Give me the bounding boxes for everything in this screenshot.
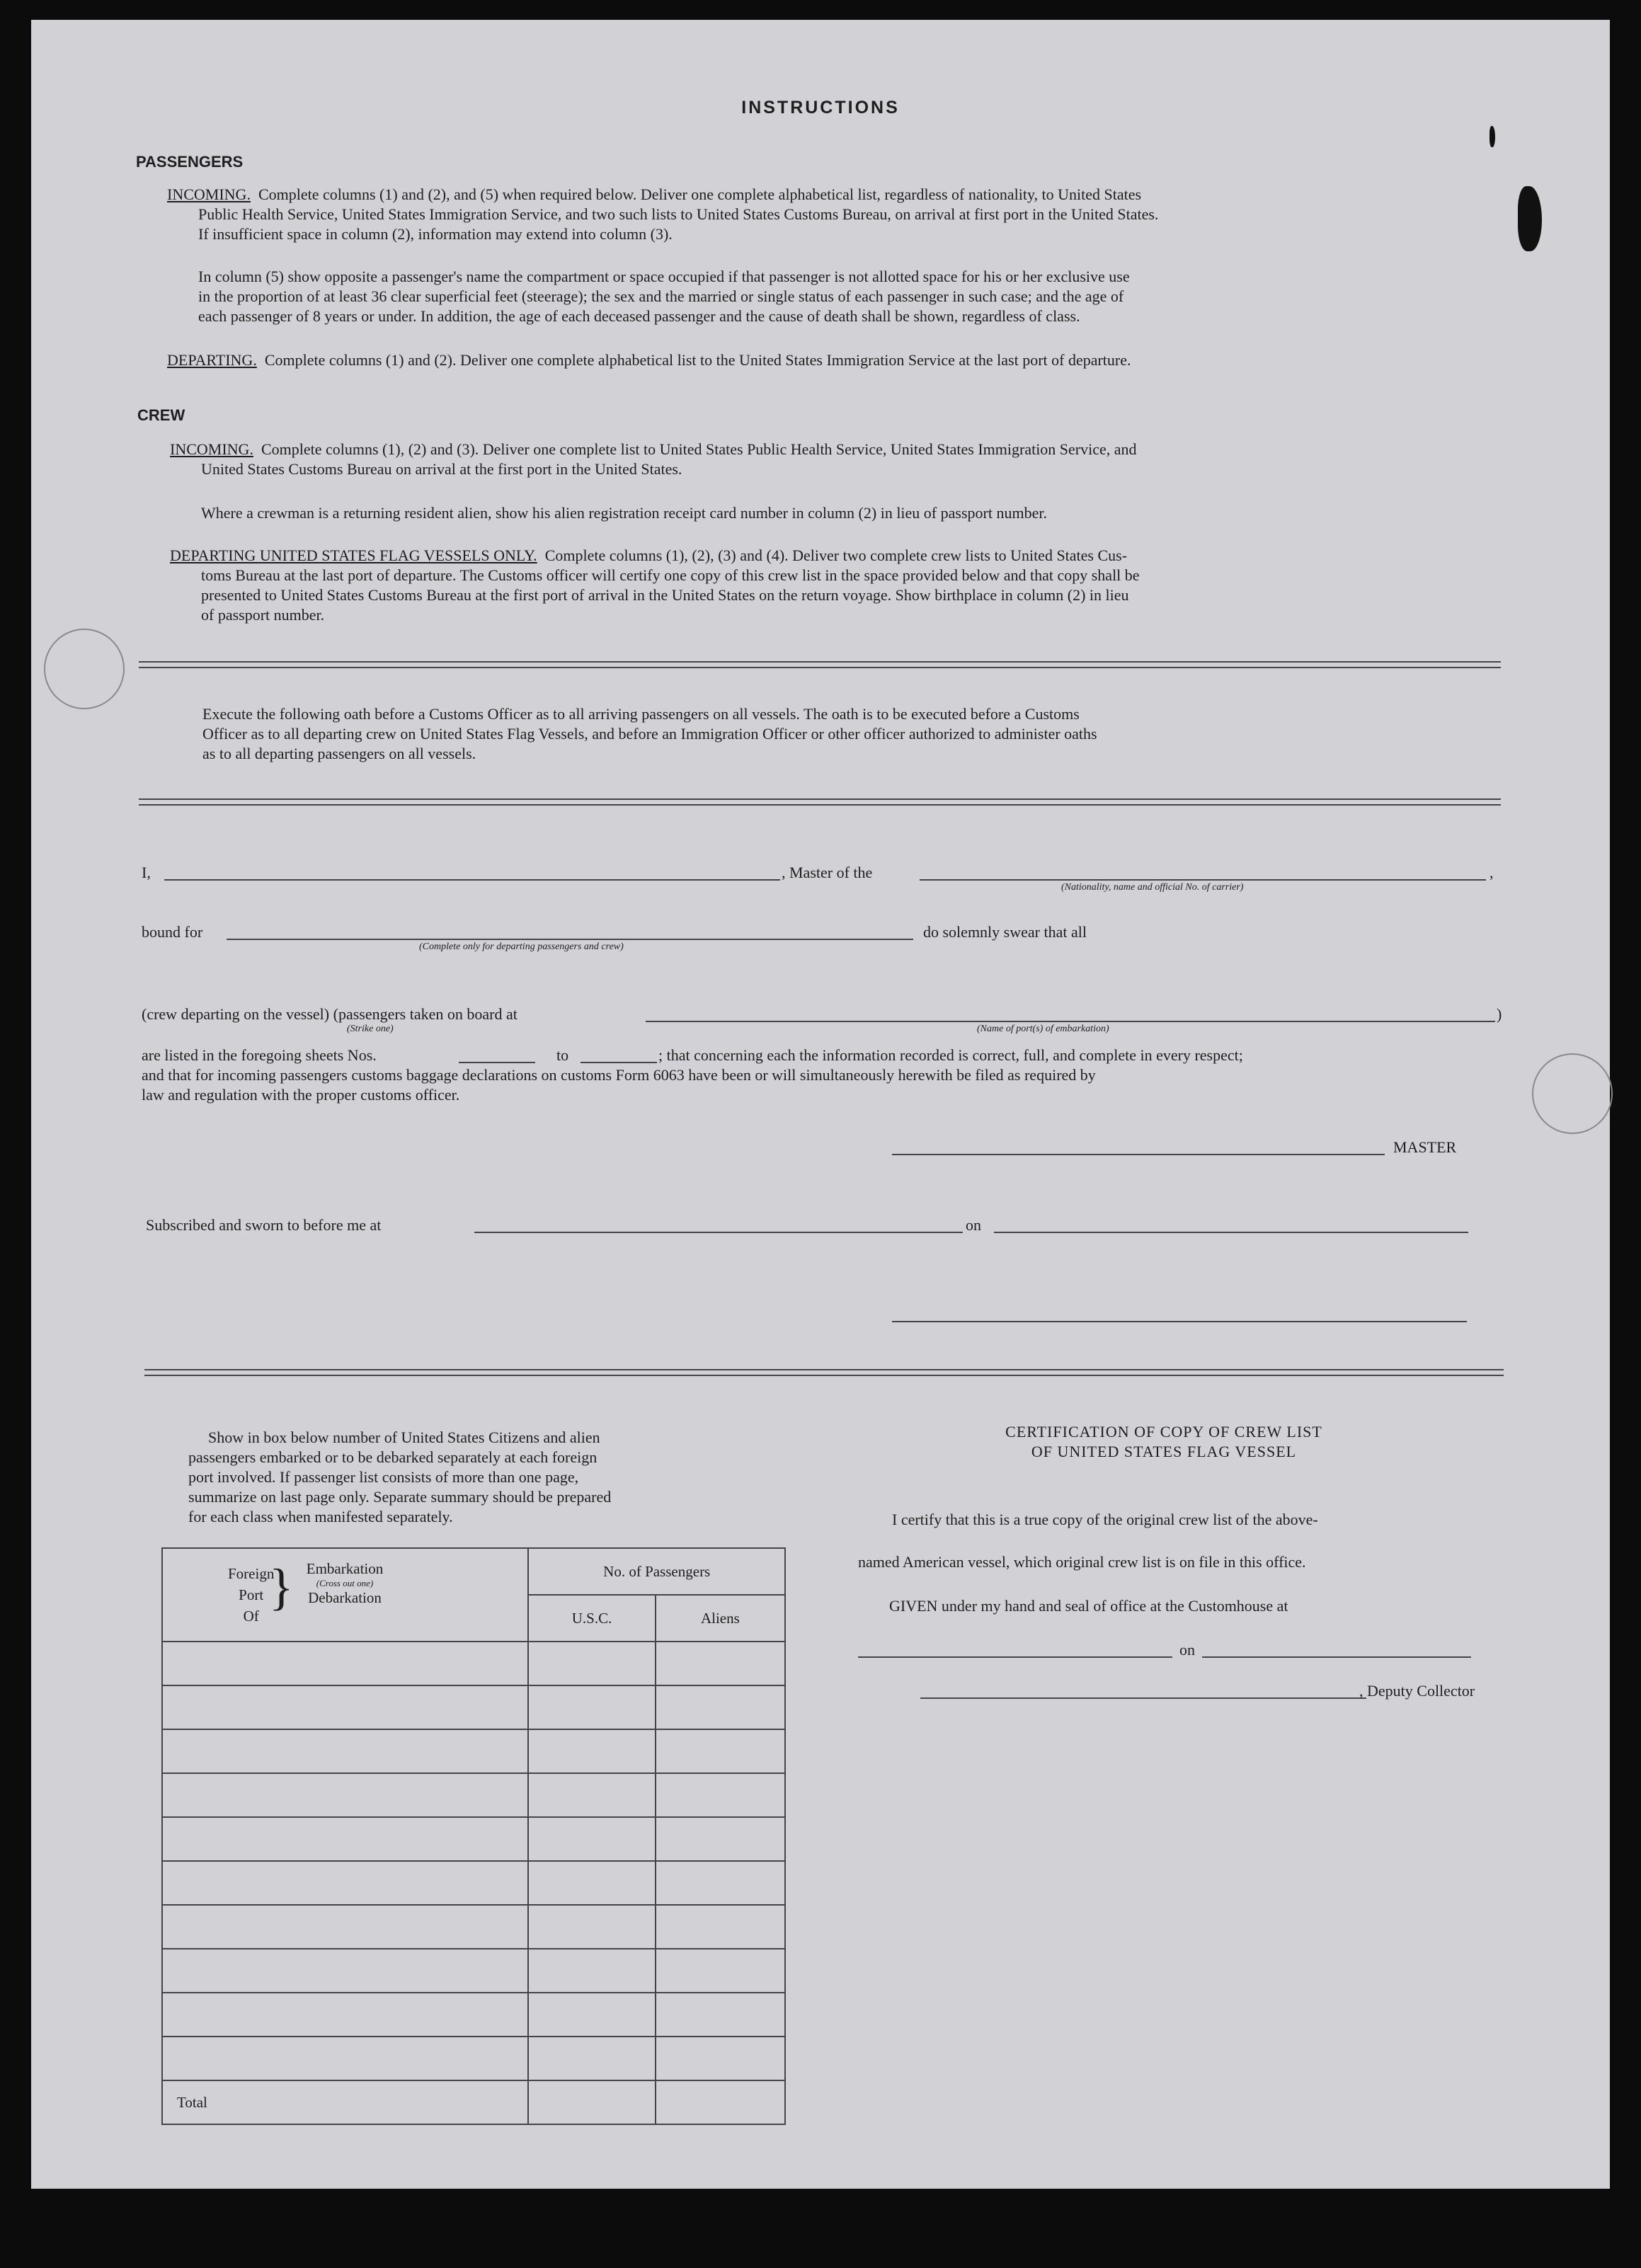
sheet-to-field[interactable] [581,1062,657,1063]
instructions-title: INSTRUCTIONS [741,98,900,118]
total-label: Total [162,2080,528,2124]
officer-signature-field[interactable] [892,1321,1467,1322]
crew-incoming-line: United States Customs Bureau on arrival at the first port in the United States. [201,460,682,478]
foreign-label: Foreign [228,1565,275,1582]
incoming-label: INCOMING. [167,185,251,203]
column5-text: in the proportion of at least 36 clear superficial feet (steerage); the sex and the married or single status of each passenger in such case; and the age of [198,287,1124,305]
customhouse-field[interactable] [858,1656,1172,1658]
table-row [162,1905,785,1949]
crew-incoming [170,440,1137,459]
oath-i-label: I, [142,864,151,881]
table-row [162,1817,785,1861]
departing-text: Complete columns (1), (2), (3) and (4). Deliver two complete crew lists to United States Cus- [544,546,1128,564]
swear-text: do solemnly swear that all [923,923,1087,941]
bound-for-label: bound for [142,923,203,941]
deputy-signature-field[interactable] [920,1697,1366,1699]
certification-title: OF UNITED STATES FLAG VESSEL [1031,1443,1297,1460]
aliens-header: Aliens [656,1595,785,1642]
column5-text: In column (5) show opposite a passenger's name the compartment or space occupied if that passenger is not allotted space for his or her exclusive use [198,268,1130,285]
complete-note: (Complete only for departing passengers and crew) [419,941,624,952]
of-label: Of [243,1608,259,1625]
total-row [162,2080,785,2124]
subscribed-text: Subscribed and sworn to before me at [146,1216,382,1234]
passengers-incoming-line: Public Health Service, United States Immigration Service, and two such lists to United States Customs Bureau, on arrival at first port in the United States. [198,205,1159,223]
oath-instructions: as to all departing passengers on all vessels. [202,745,476,762]
sworn-date-field[interactable] [994,1232,1468,1233]
table-row [162,1642,785,1685]
oath-instructions: Officer as to all departing crew on United States Flag Vessels, and before an Immigration Officer or other officer authorized to administer oaths [202,725,1097,743]
passengers-header-cell: No. of Passengers [528,1548,785,1595]
passengers-heading: PASSENGERS [136,153,244,171]
departing-text: Complete columns (1) and (2). Deliver one complete alphabetical list to the United States Immigration Service at the last port of departure. [264,351,1131,369]
debarkation-label: Debarkation [308,1589,382,1606]
crew-departing-line: presented to United States Customs Bureau at the first port of arrival in the United States on the return voyage. Show birthplace in column (2) in lieu [201,586,1129,604]
incoming-text: Complete columns (1), (2) and (3). Deliver one complete list to United States Public Health Service, United States Immigration Service, and [261,440,1137,458]
strike-one-note: (Strike one) [347,1024,394,1034]
given-text: GIVEN under my hand and seal of office at the Customhouse at [889,1597,1288,1615]
crew-departing-phrase: (crew departing on the vessel) (passengers taken on board at [142,1005,518,1023]
cross-out-note: (Cross out one) [316,1578,374,1588]
certification-title: CERTIFICATION OF COPY OF CREW LIST [1005,1423,1322,1441]
oath-instructions: Execute the following oath before a Customs Officer as to all arriving passengers on all vessels. The oath is to be executed before a Customs [202,705,1080,723]
listed-text: and that for incoming passengers customs baggage declarations on customs Form 6063 have been or will simultaneously herewith be filed as required by [142,1066,1096,1084]
carrier-field[interactable] [920,879,1486,881]
deputy-collector-label: , Deputy Collector [1359,1682,1475,1700]
departing-label: DEPARTING. [167,351,257,369]
brace-icon: } [269,1559,294,1615]
listed-text: law and regulation with the proper customs officer. [142,1086,460,1104]
passengers-incoming-line: If insufficient space in column (2), information may extend into column (3). [198,225,673,243]
divider [144,1369,1504,1376]
ink-mark [1490,126,1495,147]
sworn-place-field[interactable] [474,1232,963,1233]
crew-departing [170,546,1127,565]
bound-for-field[interactable] [227,939,913,940]
table-row [162,1685,785,1729]
sheet-from-field[interactable] [459,1062,535,1063]
certify-text: I certify that this is a true copy of the original crew list of the above- [892,1511,1318,1528]
passengers-departing [167,351,1131,370]
summary-text: port involved. If passenger list consists of more than one page, [188,1468,579,1486]
nationality-note: (Nationality, name and official No. of carrier) [1061,882,1244,893]
master-signature-field[interactable] [892,1154,1385,1155]
usc-header: U.S.C. [528,1595,655,1642]
table-row [162,1861,785,1905]
cert-on-label: on [1179,1641,1195,1659]
column5-text: each passenger of 8 years or under. In addition, the age of each deceased passenger and the cause of death shall be shown, regardless of class. [198,307,1080,325]
table-row [162,1773,785,1817]
resident-alien-text: Where a crewman is a returning resident alien, show his alien registration receipt card number in column (2) in lieu of passport number. [201,504,1047,522]
certify-text: named American vessel, which original crew list is on file in this office. [858,1553,1306,1571]
summary-text: summarize on last page only. Separate summary should be prepared [188,1488,612,1506]
divider [139,798,1501,806]
master-label: MASTER [1393,1138,1457,1156]
master-of-label: , Master of the [782,864,873,881]
on-label: on [966,1216,981,1234]
table-row [162,2037,785,2080]
close-paren: ) [1497,1005,1502,1023]
passenger-summary-table [161,1547,786,2125]
master-name-field[interactable] [164,879,780,881]
crew-departing-line: toms Bureau at the last port of departure. The Customs officer will certify one copy of this crew list in the space provided below and that copy shall be [201,566,1140,584]
crew-departing-line: of passport number. [201,606,325,624]
incoming-label: INCOMING. [170,440,253,458]
table-row [162,1729,785,1773]
departing-label: DEPARTING UNITED STATES FLAG VESSELS ONLY. [170,546,537,564]
summary-text: Show in box below number of United States Citizens and alien [208,1428,600,1446]
to-label: to [556,1046,569,1064]
embarkation-port-field[interactable] [646,1021,1495,1022]
port-label: Port [239,1586,264,1603]
port-header-cell [162,1548,528,1642]
table-row [162,1949,785,1993]
passengers-incoming [167,185,1141,204]
bleed-stamp [44,629,125,709]
cert-date-field[interactable] [1202,1656,1471,1658]
summary-text: passengers embarked or to be debarked separately at each foreign [188,1448,597,1466]
incoming-text: Complete columns (1) and (2), and (5) when required below. Deliver one complete alphabetical list, regardless of nationality, to United States [258,185,1142,203]
table-row [162,1993,785,2037]
crew-heading: CREW [137,406,185,424]
listed-text: ; that concerning each the information recorded is correct, full, and complete in every respect; [658,1046,1243,1064]
summary-text: for each class when manifested separately. [188,1508,453,1525]
bleed-stamp [1532,1053,1613,1134]
form-sheet: INSTRUCTIONS PASSENGERS INCOMING. Complete columns (1) and (2), and (5) when required below. Deliver one complete alphabetical list, regardless of nationality, to United States Public Health Service, United States Immigration Service, and two such lists to United States Customs Bureau, on arrival at first port in the United States. If insufficient space in column (2), information may extend into column (3). In column (5) show opposite a passenger's name the compartment or space occupied if that passenger is not allotted space for his or her exclusive use in the proportion of at least 36 clear superficial feet (steerage); the sex and the married or single status of each passenger in such case; and the age of each passenger of 8 years or under. In addition, the age of each deceased passenger and the cause of death shall be shown, regardless of class. DEPARTING. Complete columns (1) and (2). Deliver one complete alphabetical list to the United States Immigration Service at the last port of departure. CREW INCOMING. Complete columns (1), (2) and (3). Deliver one complete list to United States Public Health Service, United States Immigration Service, and United States Customs Bureau on arrival at the first port in the United States. Where a crewman is a returning resident alien, show his alien registration receipt card number in column (2) in lieu of passport number. DEPARTING UNITED STATES FLAG VESSELS ONLY. Complete columns (1), (2), (3) and (4). Deliver two complete crew lists to United States Cus- toms Bureau at the last port of departure. The Customs officer will certify one copy of this crew list in the space provided below and that copy shall be presented to United States Customs Bureau at the first port of arrival in the United States on the return voyage. Show birthplace in column (2) in lieu of passport number. Execute the following oath before a Customs Officer as to all arriving passengers on all vessels. The oath is to be executed before a Customs Officer as to all departing crew on United States Flag Vessels, and before an Immigration Officer or other officer authorized to administer oaths as to all departing passengers on all vessels. I, , Master of the , (Nationality, name and official No. of carrier) bound for do solemnly swear that all (Complete only for departing passengers and crew) (crew departing on the vessel) (passengers taken on board at (Strike one) ) (Name of port(s) of embarkation) are listed in the foregoing sheets Nos. to ; that concerning each the information recorded is correct, full, and complete in every respect; and that for incoming passengers customs baggage declarations on customs Form 6063 have been or will simultaneously herewith be filed as required by law and regulation with the proper customs officer. MASTER Subscribed and sworn to before me at on Show in box below number of United States Citizens and alien passengers embarked or to be debarked separately at each foreign port involved. If passenger list consists of more than one page, summarize on last page only. Separate summary should be prepared for each class when manifested separately. Foreign Port Of } Embarkation (Cross out one) Debarkation No. of Passengers U.S.C. Aliens Total CERTIFICATION OF COPY OF CREW LIST OF UNITED STATES FLAG VESSEL I certify that this is a true copy of the original crew list of the above- named American vessel, which original crew list is on file in this office. GIVEN under my hand and seal of office at the Customhouse at on , Deputy Collector [31,20,1610,2189]
divider [139,661,1501,668]
ports-note: (Name of port(s) of embarkation) [977,1024,1109,1034]
listed-text: are listed in the foregoing sheets Nos. [142,1046,377,1064]
embarkation-label: Embarkation [306,1560,384,1577]
ink-blot [1518,186,1542,251]
